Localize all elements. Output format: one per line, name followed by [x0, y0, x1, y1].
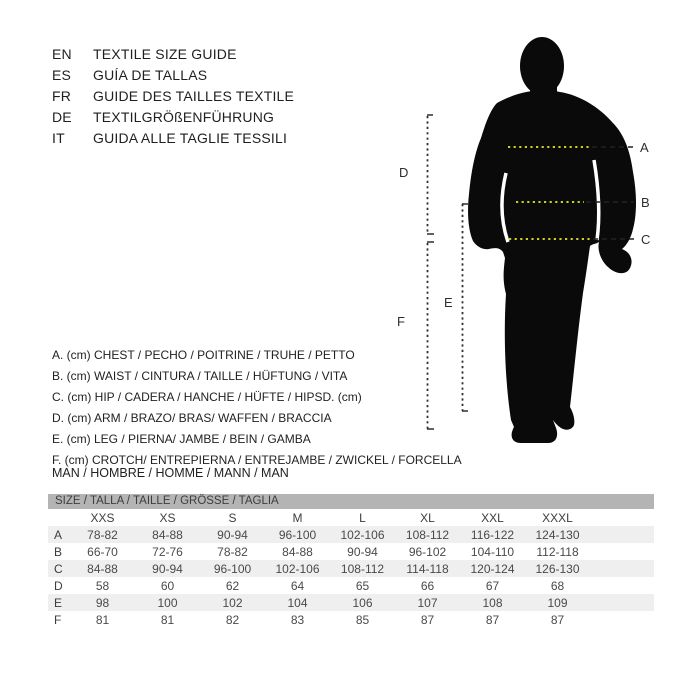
table-row-c: [48, 560, 654, 577]
cell: 107: [417, 595, 438, 610]
cell: 78-82: [217, 544, 248, 559]
legend-chest: A. (cm) CHEST / PECHO / POITRINE / TRUHE / PETTO: [52, 348, 355, 362]
cell: 83: [290, 612, 305, 627]
lang-code: IT: [52, 130, 65, 146]
table-row-e: [48, 594, 654, 611]
cell: 112-118: [536, 544, 579, 559]
col-header-xxl: XXL: [481, 510, 504, 525]
cell: 109: [547, 595, 568, 610]
table-row-a: [48, 526, 654, 543]
cell: 66: [420, 578, 435, 593]
size-table-section: [48, 494, 654, 628]
legend-arm: D. (cm) ARM / BRAZO/ BRAS/ WAFFEN / BRACCIA: [52, 411, 332, 425]
cell: 87: [420, 612, 435, 627]
cell: 90-94: [347, 544, 378, 559]
arm-label: D: [399, 165, 409, 180]
cell: 84-88: [87, 561, 118, 576]
cell: 68: [550, 578, 565, 593]
cell: 62: [225, 578, 240, 593]
cell: 84-88: [152, 527, 183, 542]
table-row-b: [48, 543, 654, 560]
cell: 72-76: [152, 544, 183, 559]
cell: 106: [352, 595, 373, 610]
lang-title: GUÍA DE TALLAS: [93, 67, 208, 83]
row-label: D: [54, 578, 63, 593]
man-body-silhouette: [468, 90, 636, 443]
cell: 90-94: [217, 527, 248, 542]
cell: 85: [355, 612, 370, 627]
cell-filler: [590, 594, 654, 611]
cell: 66-70: [87, 544, 118, 559]
cell: 98: [95, 595, 110, 610]
cell: 114-118: [406, 561, 449, 576]
row-label: E: [54, 595, 63, 610]
legend-waist: B. (cm) WAIST / CINTURA / TAILLE / HÜFTUNG / VITA: [52, 369, 348, 383]
chest-label: A: [640, 140, 649, 155]
col-header-xxs: XXS: [90, 510, 115, 525]
cell: 116-122: [470, 527, 515, 542]
col-header-s: S: [228, 510, 237, 525]
size-header-empty: [48, 509, 70, 526]
cell: 102-106: [340, 527, 385, 542]
col-header-filler: [590, 509, 654, 526]
col-header-m: M: [292, 510, 303, 525]
cell: 104-110: [470, 544, 515, 559]
col-header-xs: XS: [159, 510, 176, 525]
cell: 126-130: [535, 561, 580, 576]
cell: 96-102: [408, 544, 447, 559]
col-header-xl: XL: [420, 510, 435, 525]
cell: 124-130: [535, 527, 580, 542]
row-label: F: [54, 612, 62, 627]
cell: 87: [485, 612, 500, 627]
gender-line: MAN / HOMBRE / HOMME / MANN / MAN: [52, 466, 289, 480]
cell: 120-124: [470, 561, 515, 576]
cell: 90-94: [152, 561, 183, 576]
cell: 100: [157, 595, 178, 610]
cell: 81: [95, 612, 110, 627]
lang-code: EN: [52, 46, 72, 62]
cell: 96-100: [278, 527, 317, 542]
size-table-title: SIZE / TALLA / TAILLE / GRÖSSE / TAGLIA: [48, 494, 654, 509]
cell: 60: [160, 578, 175, 593]
table-row-d: [48, 577, 654, 594]
lang-title: GUIDE DES TAILLES TEXTILE: [93, 88, 295, 104]
col-header-l: L: [359, 510, 366, 525]
lang-code: ES: [52, 67, 72, 83]
legend-leg: E. (cm) LEG / PIERNA/ JAMBE / BEIN / GAMBA: [52, 432, 311, 446]
lang-code: FR: [52, 88, 72, 104]
lang-title: TEXTILGRÖßENFÜHRUNG: [93, 109, 275, 125]
row-label: A: [54, 527, 63, 542]
cell: 104: [287, 595, 308, 610]
cell: 58: [95, 578, 110, 593]
cell: 84-88: [282, 544, 313, 559]
cell: 102: [222, 595, 243, 610]
cell-filler: [590, 543, 654, 560]
lang-title: TEXTILE SIZE GUIDE: [93, 46, 237, 62]
cell-filler: [590, 526, 654, 543]
cell: 102-106: [275, 561, 320, 576]
row-label: B: [54, 544, 63, 559]
cell: 96-100: [213, 561, 252, 576]
cell: 108-112: [405, 527, 450, 542]
lang-title: GUIDA ALLE TAGLIE TESSILI: [93, 130, 288, 146]
waist-label: B: [641, 195, 650, 210]
cell-filler: [590, 577, 654, 594]
cell-filler: [590, 611, 654, 628]
measurement-legend: [52, 345, 462, 471]
cell: 67: [485, 578, 500, 593]
crotch-label: F: [397, 314, 405, 329]
size-header-row: [48, 509, 654, 526]
hip-label: C: [641, 232, 651, 247]
cell: 64: [290, 578, 305, 593]
legend-hip: C. (cm) HIP / CADERA / HANCHE / HÜFTE / HIPSD. (cm): [52, 390, 362, 404]
cell: 82: [225, 612, 240, 627]
cell: 108-112: [340, 561, 385, 576]
leg-label: E: [444, 295, 453, 310]
cell-filler: [590, 560, 654, 577]
cell: 81: [160, 612, 175, 627]
row-label: C: [54, 561, 63, 576]
cell: 78-82: [87, 527, 118, 542]
cell: 108: [482, 595, 503, 610]
size-table: [48, 509, 654, 628]
lang-code: DE: [52, 109, 72, 125]
table-row-f: [48, 611, 654, 628]
cell: 65: [355, 578, 370, 593]
col-header-xxxl: XXXL: [542, 510, 573, 525]
cell: 87: [550, 612, 565, 627]
legend-crotch: F. (cm) CROTCH/ ENTREPIERNA / ENTREJAMBE / ZWICKEL / FORCELLA: [52, 453, 462, 467]
